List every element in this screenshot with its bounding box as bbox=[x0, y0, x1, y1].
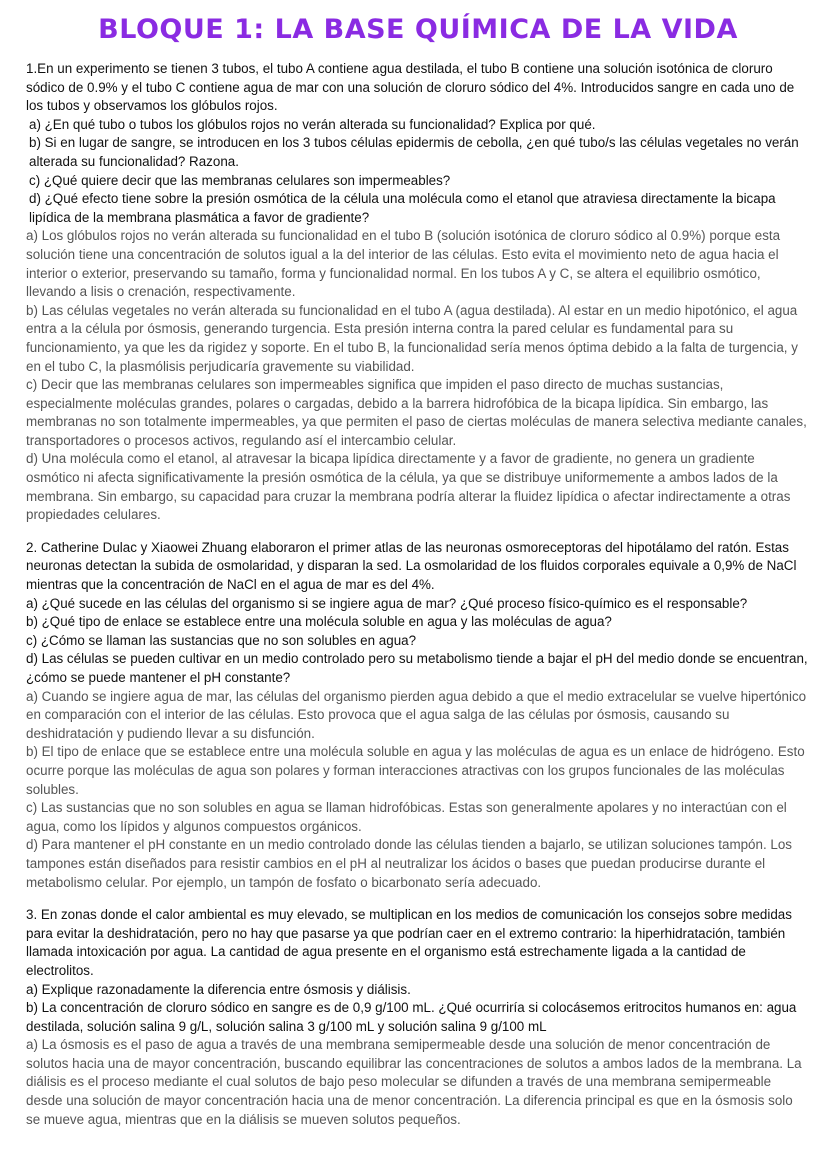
question-block-3 bbox=[26, 906, 810, 1129]
question-item: b) Si en lugar de sangre, se introducen en los 3 tubos células epidermis de cebolla, ¿en qué tubo/s las células vegetales no verán alterada su funcionalidad? Razona. bbox=[29, 135, 799, 169]
answer-item: a) Cuando se ingiere agua de mar, las células del organismo pierden agua debido a que el medio extracelular se vuelve hipertónico en comparación con el interior de las células. Esto provoca que el agua salga de las células por ósmosis, causando su deshidratación y pudiendo llevar a su disfunción. bbox=[26, 688, 807, 741]
answer-item: d) Para mantener el pH constante en un medio controlado donde las células tienden a bajarlo, se utilizan soluciones tampón. Los tampones están diseñados para resistir cambios en el pH al neutralizar los ácidos o bases que puedan producirse durante el metabolismo celular. Por ejemplo, un tampón de fosfato o bicarbonato sería adecuado. bbox=[26, 837, 792, 890]
answer-item: b) El tipo de enlace que se establece entre una molécula soluble en agua y las moléculas de agua es un enlace de hidrógeno. Esto ocurre porque las moléculas de agua son polares y forman interacciones atractivas con los grupos funcionales de las moléculas solubles. bbox=[26, 744, 805, 797]
page-title: BLOQUE 1: LA BASE QUÍMICA DE LA VIDA bbox=[98, 14, 738, 45]
answer-item: b) Las células vegetales no verán alterada su funcionalidad en el tubo A (agua destilada). Al estar en un medio hipotónico, el agua entra a la célula por ósmosis, generando turgencia. Esta presión interna contra la pared celular es fundamental para su funcionamiento, ya que les da rigidez y soporte. En el tubo B, la funcionalidad sería menos óptima debido a la falta de turgencia, y en el tubo C, la plasmólisis perjudicaría gravemente su viabilidad. bbox=[26, 302, 798, 374]
question-item: b) La concentración de cloruro sódico en sangre es de 0,9 g/100 mL. ¿Qué ocurriría si colocásemos eritrocitos humanos en: agua destilada, solución salina 9 g/L, solución salina 3 g/100 mL y solución salina 9 g/100 mL bbox=[26, 1000, 797, 1034]
question-item: c) ¿Cómo se llaman las sustancias que no son solubles en agua? bbox=[26, 632, 417, 648]
question-item: b) ¿Qué tipo de enlace se establece entre una molécula soluble en agua y las moléculas de agua? bbox=[26, 614, 612, 630]
question-item: a) ¿Qué sucede en las células del organismo si se ingiere agua de mar? ¿Qué proceso físico-químico es el responsable? bbox=[26, 595, 748, 611]
question-item: a) ¿En qué tubo o tubos los glóbulos rojos no verán alterada su funcionalidad? Explica por qué. bbox=[29, 116, 596, 132]
question-item: a) Explique razonadamente la diferencia entre ósmosis y diálisis. bbox=[26, 981, 411, 997]
question-intro: 3. En zonas donde el calor ambiental es muy elevado, se multiplican en los medios de comunicación los consejos sobre medidas para evitar la deshidratación, pero no hay que pasarse ya que podrían caer en el extremo contrario: la hiperhidratación, también llamada intoxicación por agua. La cantidad de agua presente en el organismo está estrechamente ligada a la cantidad de electrolitos. bbox=[26, 907, 792, 978]
question-intro: 1.En un experimento se tienen 3 tubos, el tubo A contiene agua destilada, el tubo B contiene una solución isotónica de cloruro sódico de 0.9% y el tubo C contiene agua de mar con una solución de cloruro sódico del 4%. Introducidos sangre en cada uno de los tubos y observamos los glóbulos rojos. bbox=[26, 61, 795, 114]
answer-item: c) Las sustancias que no son solubles en agua se llaman hidrofóbicas. Estas son generalmente apolares y no interactúan con el agua, como los lípidos y algunos compuestos orgánicos. bbox=[26, 800, 787, 834]
question-intro: 2. Catherine Dulac y Xiaowei Zhuang elaboraron el primer atlas de las neuronas osmoreceptoras del hipotálamo del ratón. Estas neuronas detectan la subida de osmolaridad, y disparan la sed. La osmolaridad de los fluidos corporales equivale a 0,9% de NaCl mientras que la concentración de NaCl en el agua de mar es del 4%. bbox=[26, 539, 797, 593]
answer-item: a) La ósmosis es el paso de agua a través de una membrana semipermeable desde una solución de menor concentración de solutos hacia una de mayor concentración, buscando equilibrar las concentraciones de solutos a ambos lados de la membrana. La diálisis es el proceso mediante el cual solutos de bajo peso molecular se difunden a través de una membrana semipermeable desde una solución de mayor concentración hacia una de menor concentración. La diferencia principal es que en la ósmosis solo se mueve agua, mientras que en la diálisis se mueven solutos pequeños. bbox=[26, 1037, 802, 1127]
question-item: d) ¿Qué efecto tiene sobre la presión osmótica de la célula una molécula como el etanol que atraviesa directamente la bicapa lipídica de la membrana plasmática a favor de gradiente? bbox=[29, 191, 776, 225]
question-block-2 bbox=[26, 539, 810, 892]
answer-item: c) Decir que las membranas celulares son impermeables significa que impiden el paso directo de muchas sustancias, especialmente moléculas grandes, polares o cargadas, debido a la barrera hidrofóbica de la bicapa lipídica. Sin embargo, las membranas no son totalmente impermeables, ya que permiten el paso de ciertas moléculas de manera selectiva mediante canales, transportadores o procesos activos, regulando así el intercambio celular. bbox=[26, 377, 807, 448]
answer-item: a) Los glóbulos rojos no verán alterada su funcionalidad en el tubo B (solución isotónica de cloruro sódico al 0.9%) porque esta solución tiene una concentración de solutos igual a la del interior de las células. Esto evita el movimiento neto de agua hacia el interior o exterior, preservando su tamaño, forma y funcionalidad normal. En los tubos A y C, se altera el equilibrio osmótico, llevando a lisis o crenación, respectivamente. bbox=[26, 228, 781, 300]
question-item: d) Las células se pueden cultivar en un medio controlado pero su metabolismo tiende a bajar el pH del medio donde se encuentran, ¿cómo se puede mantener el pH constante? bbox=[26, 651, 808, 685]
question-item: c) ¿Qué quiere decir que las membranas celulares son impermeables? bbox=[29, 172, 451, 188]
answer-item: d) Una molécula como el etanol, al atravesar la bicapa lipídica directamente y a favor de gradiente, no genera un gradiente osmótico ni afecta significativamente la presión osmótica de la célula, ya que se distribuye uniformemente a ambos lados de la membrana. Sin embargo, su capacidad para cruzar la membrana podría alterar la fluidez lipídica o afectar indirectamente a otras propiedades celulares. bbox=[26, 451, 791, 523]
question-block-1 bbox=[26, 60, 810, 525]
